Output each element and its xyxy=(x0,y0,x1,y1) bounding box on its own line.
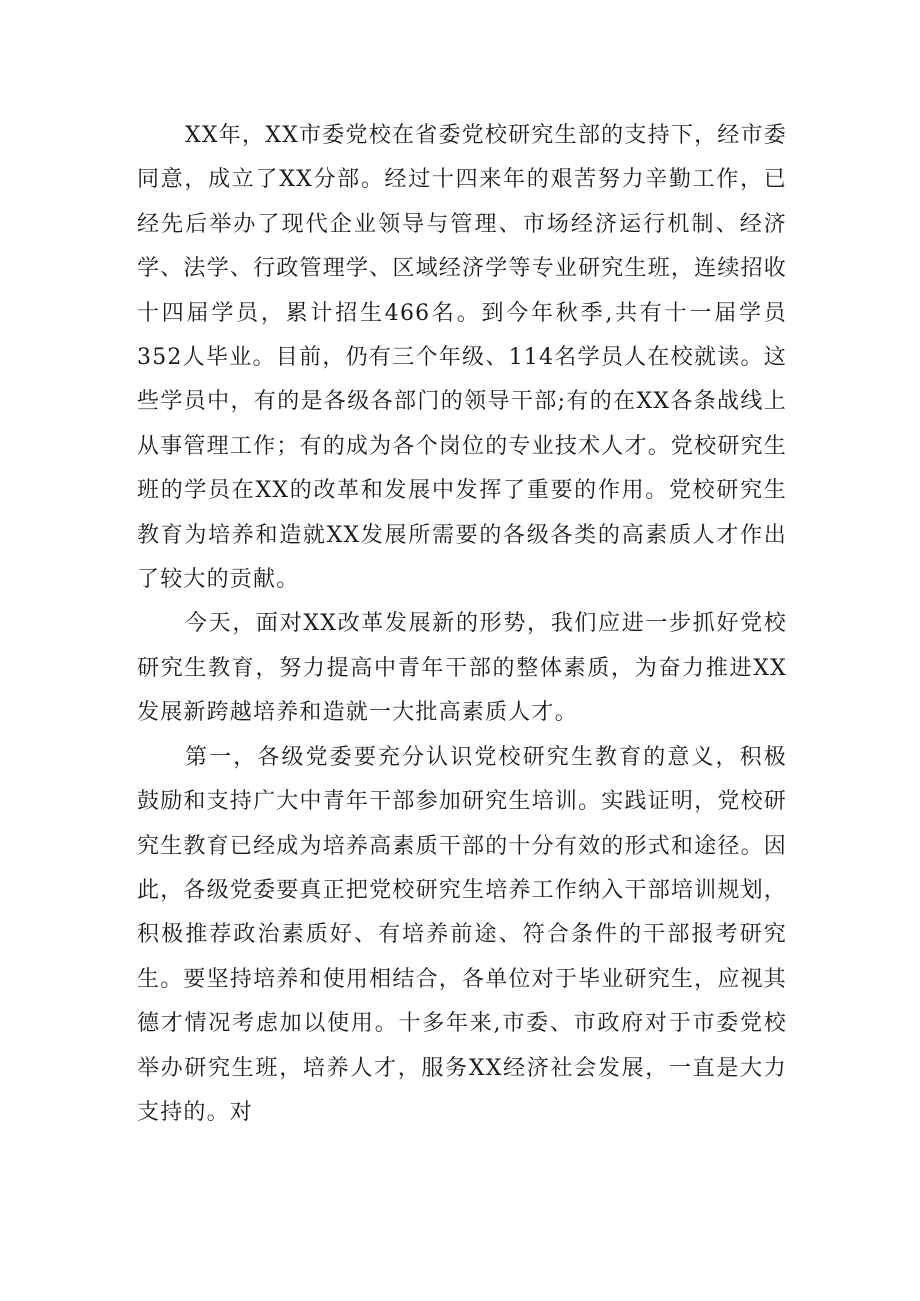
paragraph-2: 今天，面对XX改革发展新的形势，我们应进一步抓好党校研究生教育，努力提高中青年干部的整体素质，为奋力推进XX发展新跨越培养和造就一大批高素质人才。 xyxy=(137,611,787,726)
paragraph-3: 第一，各级党委要充分认识党校研究生教育的意义，积极鼓励和支持广大中青年干部参加研究生培训。实践证明，党校研究生教育已经成为培养高素质干部的十分有效的形式和途径。因此，各级党委要真正把党校研究生培养工作纳入干部培训规划，积极推荐政治素质好、有培养前途、符合条件的干部报考研究生。要坚持培养和使用相结合，各单位对于毕业研究生，应视其德才情况考虑加以使用。十多年来,市委、市政府对于市委党校举办研究生班，培养人才，服务XX经济社会发展，一直是大力支持的。对 xyxy=(137,744,787,1125)
paragraph-1: XX年，XX市委党校在省委党校研究生部的支持下，经市委同意，成立了XX分部。经过十四来年的艰苦努力辛勤工作，已经先后举办了现代企业领导与管理、市场经济运行机制、经济学、法学、行政管理学、区域经济学等专业研究生班，连续招收十四届学员，累计招生466名。到今年秋季,共有十一届学员352人毕业。目前，仍有三个年级、114名学员人在校就读。这些学员中，有的是各级各部门的领导干部;有的在XX各条战线上从事管理工作；有的成为各个岗位的专业技术人才。党校研究生班的学员在XX的改革和发展中发挥了重要的作用。党校研究生教育为培养和造就XX发展所需要的各级各类的高素质人才作出了较大的贡献。 xyxy=(137,123,787,593)
document-body xyxy=(137,114,787,1135)
